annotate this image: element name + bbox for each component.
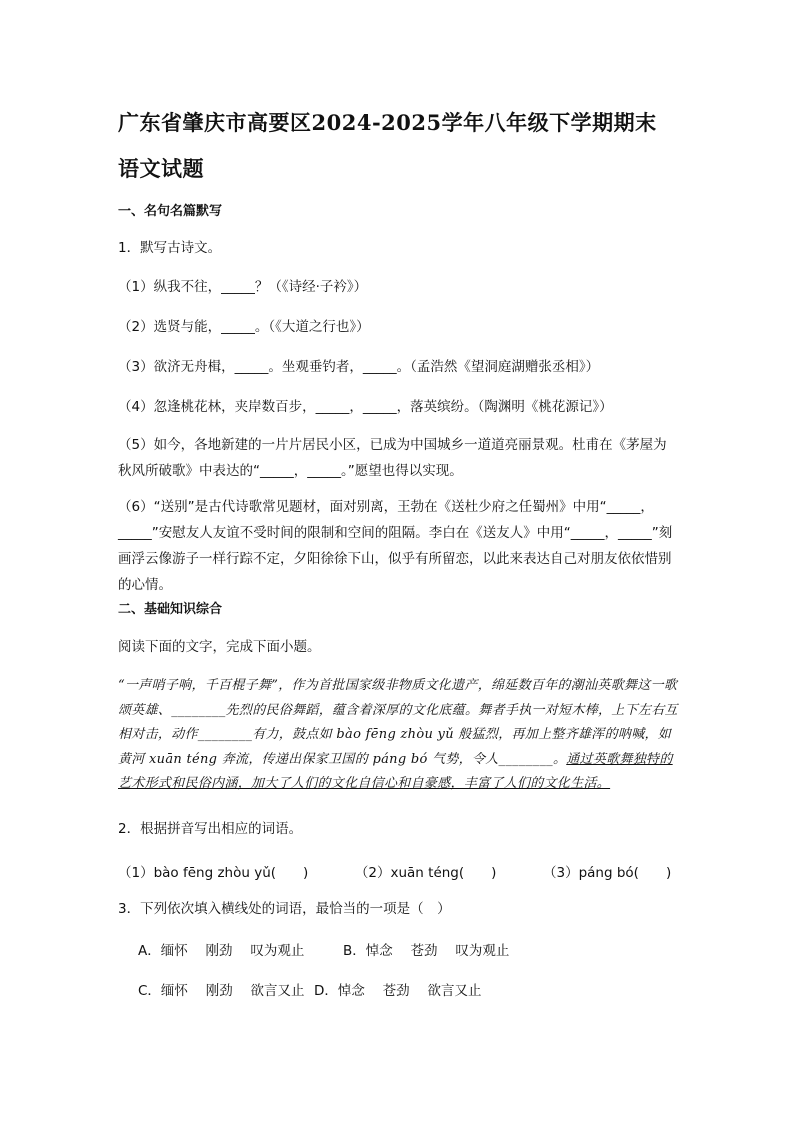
- q3-stem: 3．下列依次填入横线处的词语，最恰当的一项是（ ）: [118, 901, 451, 917]
- section-heading-2: 二、基础知识综合: [118, 602, 223, 617]
- q1-item-4: （4）忽逢桃花林，夹岸数百步，_____，_____，落英缤纷。（陶渊明《桃花源记》）: [118, 399, 613, 415]
- page-title: 广东省肇庆市高要区2024-2025学年八年级下学期期末语文试题: [118, 110, 657, 181]
- q1-item-1: （1）纵我不往，_____？（《诗经·子衿》）: [118, 279, 368, 295]
- q3-option-a[interactable]: A．缅怀 刚劲 叹为观止: [138, 943, 305, 959]
- q3-option-d[interactable]: D．悼念 苍劲 欲言又止: [314, 983, 482, 999]
- q2-items: [118, 861, 671, 881]
- q2-stem: 2．根据拼音写出相应的词语。: [118, 821, 303, 837]
- q2-item-1: （1）bào fēng zhòu yǔ( ): [118, 865, 309, 881]
- q2-item-2: （2）xuān téng( ): [354, 865, 497, 881]
- q3-option-c[interactable]: C．缅怀 刚劲 欲言又止: [138, 983, 305, 999]
- q2-item-3: （3）páng bó( ): [543, 865, 672, 881]
- q1-item-6: （6）“送别”是古代诗歌常见题材，面对别离，王勃在《送杜少府之任蜀州》中用“_____，_____”安慰友人友谊不受时间的限制和空间的阻隔。李白在《送友人》中用“_____，_____”刻画浮云像游子一样行踪不定，夕阳徐徐下山，似乎有所留恋，以此来表达自己对朋友依依惜别的心情。: [118, 499, 673, 593]
- passage-text: [118, 674, 678, 797]
- q1-item-5: （5）如今，各地新建的一片片居民小区，已成为中国城乡一道道亮丽景观。杜甫在《茅屋为秋风所破歌》中表达的“_____，_____。”愿望也得以实现。: [118, 437, 667, 479]
- passage-underlined-sentence: 通过英歌舞独特的艺术形式和民俗内涵，加大了人们的文化自信心和自豪感，丰富了人们的文化生活。: [118, 751, 673, 791]
- passage-intro: 阅读下面的文字，完成下面小题。: [118, 639, 321, 655]
- q1-item-2: （2）选贤与能，_____。（《大道之行也》）: [118, 319, 370, 335]
- q1-item-3: （3）欲济无舟楫，_____。坐观垂钓者，_____。（孟浩然《望洞庭湖赠张丞相》）: [118, 359, 600, 375]
- q3-option-b[interactable]: B．悼念 苍劲 叹为观止: [343, 943, 510, 959]
- section-heading-1: 一、名句名篇默写: [118, 204, 223, 219]
- passage-part-1: “一声哨子响，千百棍子舞”，作为首批国家级非物质文化遗产，绵延数百年的潮汕英歌舞这一歌颂英雄、________先烈的民俗舞蹈，蕴含着深厚的文化底蕴。舞者手执一对短木棒，上下左右互相对击，动作________有力，鼓点如 bào fēng zhòu yǔ 般猛烈，再加上整齐雄浑的呐喊，如黄河 xuān téng 奔流，传递出保家卫国的 páng bó 气势，令人________。: [118, 678, 678, 767]
- q1-stem: 1．默写古诗文。: [118, 240, 222, 256]
